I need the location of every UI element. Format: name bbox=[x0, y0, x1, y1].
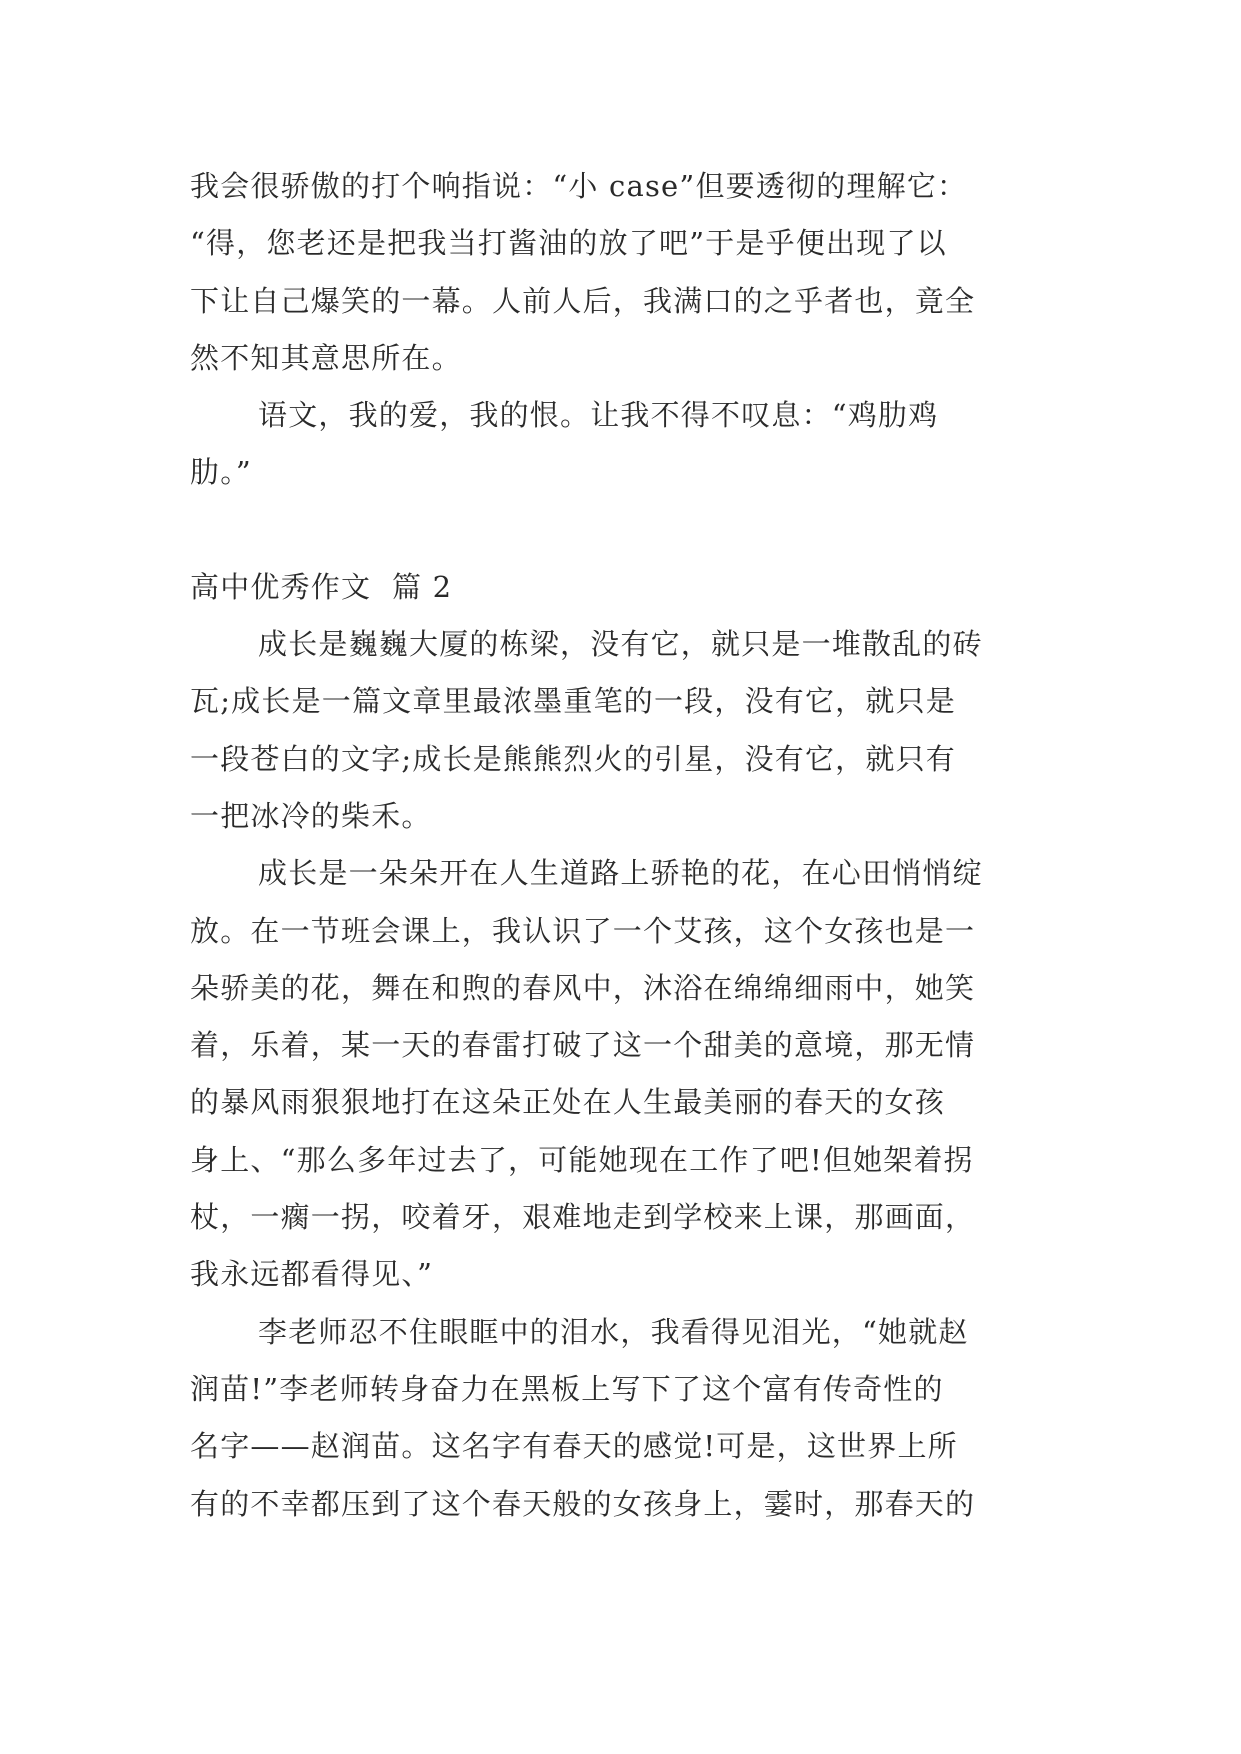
text-line: 杖，一瘸一拐，咬着牙，艰难地走到学校来上课，那画面， bbox=[190, 1200, 976, 1235]
text-line: 身上、“那么多年过去了，可能她现在工作了吧!但她架着拐 bbox=[190, 1142, 974, 1177]
section-spacer bbox=[190, 502, 1050, 559]
text-line: 然不知其意思所在。 bbox=[190, 340, 462, 375]
text-line: 成长是巍巍大厦的栋梁，没有它，就只是一堆散乱的砖 bbox=[258, 627, 983, 662]
text-line: 着，乐着，某一天的春雷打破了这一个甜美的意境，那无情 bbox=[190, 1028, 976, 1063]
text-line: 我永远都看得见、” bbox=[190, 1257, 434, 1292]
document-body bbox=[190, 158, 1050, 1533]
text-line: “得，您老还是把我当打酱油的放了吧”于是乎便出现了以 bbox=[190, 226, 947, 261]
text-line: 一段苍白的文字;成长是熊熊烈火的引星，没有它，就只有 bbox=[190, 741, 956, 776]
text-line: 一把冰冷的柴禾。 bbox=[190, 798, 432, 833]
text-line: 成长是一朵朵开在人生道路上骄艳的花，在心田悄悄绽 bbox=[258, 856, 983, 891]
text-line: 放。在一节班会课上，我认识了一个艾孩，这个女孩也是一 bbox=[190, 913, 976, 948]
text-line: 李老师忍不住眼眶中的泪水，我看得见泪光，“她就赵 bbox=[258, 1314, 969, 1349]
text-line: 语文，我的爱，我的恨。让我不得不叹息：“鸡肋鸡 bbox=[258, 398, 939, 433]
text-line: 我会很骄傲的打个响指说：“小 case”但要透彻的理解它： bbox=[190, 169, 968, 203]
text-line: 的暴风雨狠狠地打在这朵正处在人生最美丽的春天的女孩 bbox=[190, 1085, 946, 1120]
text-line: 名字——赵润苗。这名字有春天的感觉!可是，这世界上所 bbox=[190, 1429, 958, 1464]
section-heading: 高中优秀作文 篇 2 bbox=[190, 569, 453, 604]
paragraph bbox=[190, 1304, 1050, 1533]
text-line: 润苗!”李老师转身奋力在黑板上写下了这个富有传奇性的 bbox=[190, 1371, 944, 1406]
text-line: 有的不幸都压到了这个春天般的女孩身上，霎时，那春天的 bbox=[190, 1486, 976, 1521]
text-line: 肋。” bbox=[190, 455, 252, 490]
text-line: 瓦;成长是一篇文章里最浓墨重笔的一段，没有它，就只是 bbox=[190, 684, 956, 719]
paragraph bbox=[190, 616, 1050, 845]
text-line: 朵骄美的花，舞在和煦的春风中，沐浴在绵绵细雨中，她笑 bbox=[190, 970, 976, 1005]
paragraph bbox=[190, 845, 1050, 1303]
paragraph bbox=[190, 158, 1050, 387]
text-line: 下让自己爆笑的一幕。人前人后，我满口的之乎者也，竟全 bbox=[190, 283, 976, 318]
paragraph bbox=[190, 387, 1050, 502]
